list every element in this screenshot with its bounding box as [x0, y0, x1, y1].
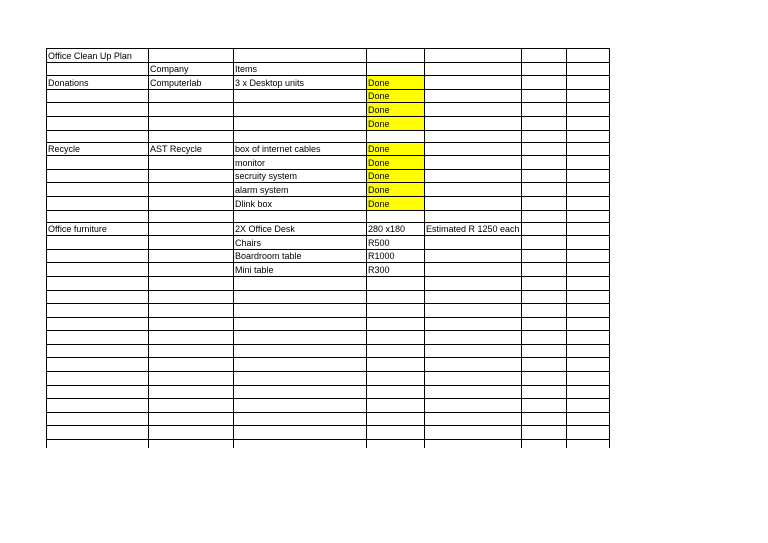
sheet-cell[interactable] [566, 210, 609, 222]
sheet-cell[interactable] [425, 116, 522, 130]
sheet-row [47, 62, 610, 76]
sheet-cell[interactable]: Done [367, 103, 425, 117]
sheet-cell[interactable] [149, 222, 234, 236]
sheet-cell[interactable]: Done [367, 142, 425, 156]
sheet-cell[interactable] [425, 103, 522, 117]
sheet-cell[interactable] [367, 344, 425, 358]
sheet-cell[interactable] [234, 290, 367, 304]
sheet-cell[interactable] [566, 276, 609, 290]
sheet-cell[interactable] [521, 142, 566, 156]
sheet-cell[interactable] [367, 130, 425, 142]
sheet-cell[interactable] [367, 62, 425, 76]
sheet-cell[interactable] [47, 412, 149, 426]
sheet-cell[interactable] [521, 89, 566, 103]
sheet-cell[interactable]: Done [367, 156, 425, 170]
sheet-cell[interactable] [234, 344, 367, 358]
sheet-cell[interactable] [367, 317, 425, 331]
sheet-cell[interactable] [425, 76, 522, 90]
sheet-row [47, 412, 610, 426]
sheet-cell[interactable] [521, 236, 566, 250]
sheet-cell[interactable] [367, 331, 425, 345]
sheet-cell[interactable] [47, 103, 149, 117]
sheet-cell[interactable] [149, 372, 234, 386]
sheet-cell[interactable] [425, 142, 522, 156]
sheet-cell[interactable] [149, 276, 234, 290]
sheet-cell[interactable] [149, 385, 234, 399]
sheet-row [47, 103, 610, 117]
sheet-cell[interactable]: AST Recycle [149, 142, 234, 156]
sheet-cell[interactable] [521, 276, 566, 290]
sheet-cell[interactable] [234, 103, 367, 117]
sheet-cell[interactable] [521, 130, 566, 142]
sheet-cell[interactable] [521, 304, 566, 318]
sheet-cell[interactable] [566, 169, 609, 183]
spreadsheet-table [46, 48, 610, 448]
sheet-row [47, 49, 610, 63]
sheet-cell[interactable]: alarm system [234, 183, 367, 197]
sheet-cell[interactable] [425, 304, 522, 318]
sheet-cell[interactable] [521, 358, 566, 372]
sheet-cell[interactable]: 3 x Desktop units [234, 76, 367, 90]
sheet-cell[interactable] [149, 210, 234, 222]
sheet-cell[interactable] [149, 169, 234, 183]
sheet-cell[interactable] [149, 183, 234, 197]
sheet-row [47, 76, 610, 90]
sheet-cell[interactable] [149, 399, 234, 413]
sheet-cell[interactable] [566, 358, 609, 372]
sheet-cell[interactable] [521, 331, 566, 345]
sheet-cell[interactable] [367, 276, 425, 290]
sheet-cell[interactable] [566, 62, 609, 76]
sheet-cell[interactable] [425, 344, 522, 358]
sheet-cell[interactable]: Estimated R 1250 each [425, 222, 522, 236]
sheet-cell[interactable] [47, 249, 149, 263]
sheet-cell[interactable] [521, 116, 566, 130]
sheet-cell[interactable]: 2X Office Desk [234, 222, 367, 236]
sheet-cell[interactable] [47, 276, 149, 290]
sheet-row [47, 440, 610, 449]
sheet-cell[interactable] [367, 290, 425, 304]
sheet-cell[interactable] [367, 440, 425, 449]
sheet-row [47, 249, 610, 263]
sheet-row [47, 130, 610, 142]
sheet-cell[interactable] [367, 358, 425, 372]
sheet-cell[interactable] [425, 399, 522, 413]
sheet-cell[interactable] [566, 49, 609, 63]
sheet-cell[interactable] [47, 317, 149, 331]
sheet-cell[interactable] [149, 331, 234, 345]
sheet-cell[interactable]: box of internet cables [234, 142, 367, 156]
sheet-cell[interactable] [521, 385, 566, 399]
sheet-cell[interactable]: Done [367, 183, 425, 197]
sheet-cell[interactable] [367, 426, 425, 440]
sheet-cell[interactable] [521, 440, 566, 449]
sheet-cell[interactable] [425, 183, 522, 197]
sheet-cell[interactable] [521, 76, 566, 90]
sheet-row [47, 399, 610, 413]
sheet-cell[interactable] [234, 372, 367, 386]
sheet-cell[interactable] [234, 426, 367, 440]
sheet-cell[interactable] [425, 358, 522, 372]
sheet-cell[interactable] [425, 385, 522, 399]
sheet-cell[interactable] [566, 222, 609, 236]
sheet-cell[interactable] [521, 62, 566, 76]
sheet-cell[interactable] [425, 290, 522, 304]
sheet-cell[interactable] [367, 372, 425, 386]
sheet-cell[interactable] [367, 412, 425, 426]
sheet-cell[interactable] [149, 89, 234, 103]
sheet-cell[interactable] [521, 169, 566, 183]
sheet-cell[interactable] [47, 62, 149, 76]
sheet-cell[interactable] [149, 236, 234, 250]
sheet-cell[interactable] [521, 290, 566, 304]
sheet-cell[interactable] [149, 116, 234, 130]
sheet-cell[interactable] [234, 331, 367, 345]
sheet-cell[interactable] [425, 263, 522, 277]
sheet-cell[interactable] [47, 116, 149, 130]
sheet-row [47, 426, 610, 440]
sheet-cell[interactable] [566, 183, 609, 197]
sheet-cell[interactable] [47, 304, 149, 318]
sheet-cell[interactable] [425, 196, 522, 210]
sheet-row [47, 331, 610, 345]
sheet-cell[interactable] [566, 399, 609, 413]
sheet-cell[interactable]: Done [367, 76, 425, 90]
sheet-cell[interactable] [234, 358, 367, 372]
sheet-cell[interactable] [47, 89, 149, 103]
sheet-cell[interactable]: Mini table [234, 263, 367, 277]
sheet-cell[interactable] [149, 249, 234, 263]
sheet-cell[interactable] [47, 344, 149, 358]
sheet-row [47, 89, 610, 103]
sheet-cell[interactable] [425, 276, 522, 290]
sheet-row [47, 372, 610, 386]
sheet-cell[interactable] [566, 331, 609, 345]
sheet-row [47, 276, 610, 290]
sheet-cell[interactable] [367, 385, 425, 399]
sheet-cell[interactable] [566, 130, 609, 142]
sheet-cell[interactable] [566, 290, 609, 304]
sheet-cell[interactable] [521, 426, 566, 440]
sheet-cell[interactable]: Dlink box [234, 196, 367, 210]
sheet-cell[interactable] [47, 426, 149, 440]
sheet-cell[interactable] [47, 440, 149, 449]
sheet-cell[interactable] [521, 103, 566, 117]
sheet-cell[interactable]: Office furniture [47, 222, 149, 236]
sheet-cell[interactable] [521, 183, 566, 197]
sheet-cell[interactable] [149, 103, 234, 117]
sheet-cell[interactable] [566, 263, 609, 277]
sheet-cell[interactable] [425, 331, 522, 345]
sheet-row [47, 196, 610, 210]
sheet-cell[interactable]: Done [367, 116, 425, 130]
sheet-cell[interactable]: Donations [47, 76, 149, 90]
sheet-cell[interactable] [47, 196, 149, 210]
sheet-cell[interactable]: Chairs [234, 236, 367, 250]
sheet-cell[interactable] [566, 103, 609, 117]
sheet-cell[interactable] [47, 263, 149, 277]
sheet-cell[interactable]: Boardroom table [234, 249, 367, 263]
sheet-cell[interactable] [425, 236, 522, 250]
sheet-row [47, 290, 610, 304]
sheet-cell[interactable] [234, 440, 367, 449]
sheet-cell[interactable] [47, 130, 149, 142]
sheet-cell[interactable] [566, 304, 609, 318]
sheet-cell[interactable] [566, 372, 609, 386]
sheet-cell[interactable]: monitor [234, 156, 367, 170]
sheet-cell[interactable] [149, 49, 234, 63]
sheet-cell[interactable] [521, 196, 566, 210]
sheet-cell[interactable] [234, 317, 367, 331]
sheet-cell[interactable] [425, 412, 522, 426]
sheet-cell[interactable] [425, 49, 522, 63]
sheet-cell[interactable] [425, 440, 522, 449]
sheet-cell[interactable] [367, 304, 425, 318]
sheet-cell[interactable] [521, 210, 566, 222]
sheet-cell[interactable] [149, 263, 234, 277]
sheet-cell[interactable] [234, 304, 367, 318]
sheet-cell[interactable]: secruity system [234, 169, 367, 183]
sheet-cell[interactable] [47, 210, 149, 222]
sheet-cell[interactable] [234, 49, 367, 63]
sheet-cell[interactable] [149, 156, 234, 170]
sheet-cell[interactable] [149, 358, 234, 372]
sheet-cell[interactable] [149, 196, 234, 210]
sheet-cell[interactable]: Items [234, 62, 367, 76]
sheet-cell[interactable] [566, 236, 609, 250]
sheet-cell[interactable]: R1000 [367, 249, 425, 263]
sheet-cell[interactable] [149, 317, 234, 331]
sheet-cell[interactable]: Done [367, 169, 425, 183]
sheet-cell[interactable] [521, 317, 566, 331]
sheet-cell[interactable] [47, 372, 149, 386]
sheet-cell[interactable] [149, 412, 234, 426]
sheet-cell[interactable]: R300 [367, 263, 425, 277]
sheet-cell[interactable] [367, 49, 425, 63]
sheet-cell[interactable] [234, 399, 367, 413]
sheet-cell[interactable] [47, 236, 149, 250]
sheet-cell[interactable] [367, 210, 425, 222]
sheet-cell[interactable] [425, 89, 522, 103]
sheet-cell[interactable] [425, 210, 522, 222]
sheet-cell[interactable]: Done [367, 89, 425, 103]
sheet-row [47, 222, 610, 236]
sheet-cell[interactable]: Company [149, 62, 234, 76]
sheet-cell[interactable] [521, 156, 566, 170]
sheet-row [47, 358, 610, 372]
sheet-cell[interactable] [566, 440, 609, 449]
sheet-cell[interactable] [425, 317, 522, 331]
sheet-cell[interactable] [234, 89, 367, 103]
sheet-cell[interactable] [425, 426, 522, 440]
sheet-row [47, 385, 610, 399]
sheet-cell[interactable]: Computerlab [149, 76, 234, 90]
sheet-cell[interactable] [149, 344, 234, 358]
sheet-cell[interactable] [521, 222, 566, 236]
sheet-cell[interactable] [425, 130, 522, 142]
sheet-cell[interactable] [149, 440, 234, 449]
sheet-cell[interactable] [566, 344, 609, 358]
sheet-cell[interactable] [425, 372, 522, 386]
sheet-cell[interactable] [566, 76, 609, 90]
sheet-row [47, 156, 610, 170]
sheet-cell[interactable] [234, 276, 367, 290]
sheet-cell[interactable] [521, 399, 566, 413]
sheet-cell[interactable] [521, 344, 566, 358]
sheet-cell[interactable] [425, 156, 522, 170]
sheet-cell[interactable] [521, 412, 566, 426]
sheet-cell[interactable] [47, 399, 149, 413]
sheet-cell[interactable] [234, 412, 367, 426]
sheet-cell[interactable] [566, 89, 609, 103]
sheet-row [47, 344, 610, 358]
sheet-cell[interactable] [566, 196, 609, 210]
sheet-cell[interactable] [425, 249, 522, 263]
sheet-row [47, 263, 610, 277]
sheet-cell[interactable] [149, 304, 234, 318]
sheet-cell[interactable] [47, 358, 149, 372]
sheet-cell[interactable] [566, 249, 609, 263]
sheet-cell[interactable] [149, 130, 234, 142]
sheet-cell[interactable] [149, 290, 234, 304]
sheet-cell[interactable] [566, 156, 609, 170]
sheet-cell[interactable] [566, 385, 609, 399]
sheet-cell[interactable] [521, 372, 566, 386]
sheet-cell[interactable]: 280 x180 [367, 222, 425, 236]
sheet-cell[interactable] [425, 169, 522, 183]
sheet-cell[interactable] [521, 49, 566, 63]
sheet-cell[interactable] [47, 183, 149, 197]
sheet-row [47, 317, 610, 331]
sheet-cell[interactable] [234, 116, 367, 130]
sheet-row [47, 304, 610, 318]
sheet-cell[interactable] [521, 249, 566, 263]
sheet-cell[interactable]: Done [367, 196, 425, 210]
sheet-row [47, 236, 610, 250]
sheet-cell[interactable] [47, 169, 149, 183]
sheet-cell[interactable] [47, 331, 149, 345]
sheet-cell[interactable] [234, 385, 367, 399]
sheet-cell[interactable] [521, 263, 566, 277]
sheet-cell[interactable] [47, 385, 149, 399]
sheet-cell[interactable] [566, 142, 609, 156]
sheet-cell[interactable]: Recycle [47, 142, 149, 156]
sheet-cell[interactable]: Office Clean Up Plan [47, 49, 149, 63]
sheet-cell[interactable] [234, 210, 367, 222]
sheet-cell[interactable] [367, 399, 425, 413]
sheet-cell[interactable] [47, 290, 149, 304]
sheet-cell[interactable] [425, 62, 522, 76]
sheet-cell[interactable] [566, 317, 609, 331]
sheet-cell[interactable]: R500 [367, 236, 425, 250]
sheet-cell[interactable] [234, 130, 367, 142]
sheet-row [47, 116, 610, 130]
sheet-cell[interactable] [566, 426, 609, 440]
sheet-row [47, 142, 610, 156]
sheet-row [47, 183, 610, 197]
sheet-cell[interactable] [47, 156, 149, 170]
sheet-row [47, 169, 610, 183]
sheet-cell[interactable] [566, 116, 609, 130]
sheet-cell[interactable] [566, 412, 609, 426]
sheet-row [47, 210, 610, 222]
spreadsheet-body [47, 49, 610, 449]
sheet-cell[interactable] [149, 426, 234, 440]
